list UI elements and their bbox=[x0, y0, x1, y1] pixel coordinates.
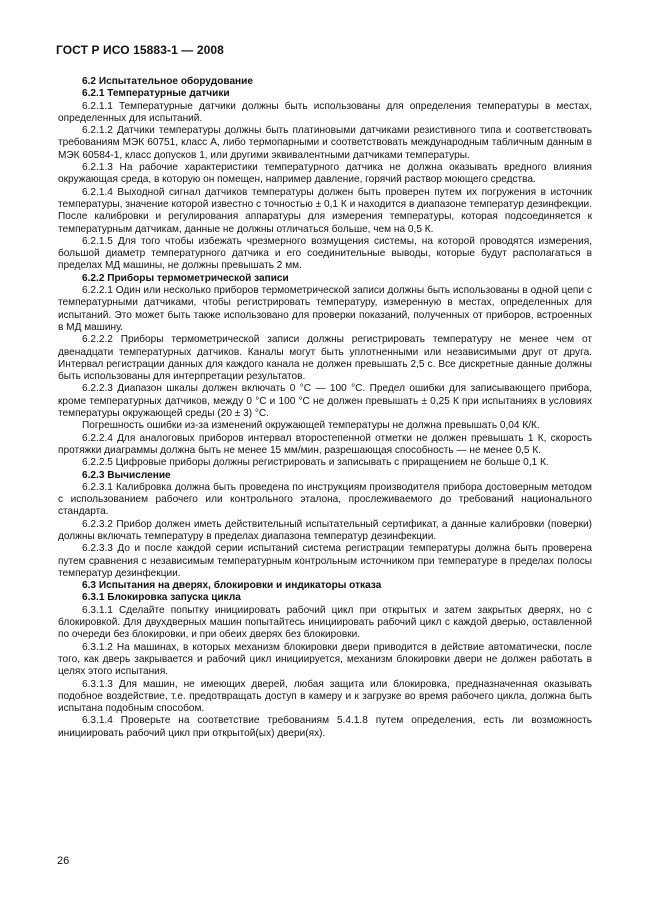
paragraph: 6.3.1.2 На машинах, в которых механизм блокировки двери приводится в действие автоматически, после того, как дверь закрывается и рабочий цикл инициируется, механизм блокировки двери не должен работать в целях этого испытания. bbox=[58, 641, 592, 678]
paragraph: 6.2.2.1 Один или несколько приборов термометрической записи должны быть использованы в одной цепи с температурными датчиками, чтобы регистрировать температуру, измеренную в местах, определенных для испытаний. Это может быть также использовано для проверки показаний, полученных от приборов, встроенных в МД машину. bbox=[58, 285, 592, 333]
paragraph: 6.3.1.3 Для машин, не имеющих дверей, любая защита или блокировка, предназначенная оказывать подобное воздействие, т.е. предотвращать доступ в камеру и к загрузке во время рабочего цикла, должна быть испытана подобным способом. bbox=[58, 678, 592, 715]
section-heading: 6.2 Испытательное оборудование bbox=[82, 76, 253, 87]
document-body bbox=[58, 76, 592, 740]
subsection-heading: 6.3.1 Блокировка запуска цикла bbox=[82, 592, 241, 604]
paragraph: 6.2.1.3 На рабочие характеристики температурного датчика не должна оказывать вредного влияния окружающая среда, в которую он помещен, например давление, горячий раствор моющего средства. bbox=[58, 162, 592, 186]
paragraph: 6.2.3.1 Калибровка должна быть проведена по инструкциям производителя прибора достоверным методом с использованием рабочего или контрольного эталона, прослеживаемого до требований национального стандарта. bbox=[58, 481, 592, 518]
paragraph: 6.2.3.2 Прибор должен иметь действительный испытательный сертификат, а данные калибровки (поверки) должны включать температуру в пределах диапазона температур дезинфекции. bbox=[58, 518, 592, 542]
paragraph: 6.2.1.5 Для того чтобы избежать чрезмерного возмущения системы, на которой проводятся измерения, большой диаметр температурного датчика и его соединительные выводы, которые будут располагаться в пределах МД машины, не должны превышать 2 мм. bbox=[58, 235, 592, 272]
subsection-heading: 6.2.3 Вычисление bbox=[82, 469, 171, 481]
paragraph: 6.2.3.3 До и после каждой серии испытаний система регистрации температуры должна быть проверена путем сравнения с независимым температурным контрольным источником при температуре в пределах полосы температур дезинфекции. bbox=[58, 543, 592, 579]
subsection-heading: 6.2.2 Приборы термометрической записи bbox=[82, 272, 289, 284]
paragraph: 6.2.2.4 Для аналоговых приборов интервал второстепенной отметки не должен превышать 1 К, скорость протяжки диаграммы должна быть не менее 15 мм/мин, разрешающая способность — не менее 0,5 К. bbox=[58, 432, 592, 456]
paragraph: Погрешность ошибки из-за изменений окружающей температуры не должна превышать 0,04 К/К. bbox=[82, 420, 540, 432]
paragraph: 6.2.2.3 Диапазон шкалы должен включать 0 °С — 100 °С. Предел ошибки для записывающего прибора, кроме температурных датчиков, между 0 °С и 100 °С не должен превышать ± 0,25 К при испытаниях в условиях температуры окружающей среды (20 ± 3) °С. bbox=[58, 383, 592, 420]
subsection-heading: 6.2.1 Температурные датчики bbox=[82, 88, 230, 100]
paragraph: 6.2.2.5 Цифровые приборы должны регистрировать и записывать с приращением не больше 0,1 К. bbox=[82, 457, 549, 469]
section-heading: 6.3 Испытания на дверях, блокировки и индикаторы отказа bbox=[82, 580, 382, 592]
paragraph: 6.3.1.4 Проверьте на соответствие требованиям 5.4.1.8 путем определения, есть ли возможность инициировать рабочий цикл при открытой(ых) двери(ях). bbox=[58, 715, 592, 739]
paragraph: 6.2.2.2 Приборы термометрической записи должны регистрировать температуру не менее чем от двенадцати температурных датчиков. Каналы могут быть уплотненными или независимыми друг от друга. Интервал регистрации данных для каждого канала не должен превышать 2,5 с. Все дискретные данные должны быть использованы для интерпретации результатов. bbox=[58, 334, 592, 383]
document-header: ГОСТ Р ИСО 15883-1 — 2008 bbox=[56, 43, 224, 57]
page-number: 26 bbox=[57, 855, 70, 867]
paragraph: 6.3.1.1 Сделайте попытку инициировать рабочий цикл при открытых и затем закрытых дверях, но с блокировкой. Для двухдверных машин попытайтесь инициировать рабочий цикл с каждой дверью, оставленной по очереди без блокировки, и при обеих дверях без блокировки. bbox=[58, 604, 592, 641]
paragraph: 6.2.1.1 Температурные датчики должны быть использованы для определения температуры в местах, определенных для испытаний. bbox=[58, 100, 592, 124]
paragraph: 6.2.1.2 Датчики температуры должны быть платиновыми датчиками резистивного типа и соответствовать требованиям МЭК 60751, класс А, либо термопарными и соответствовать международным табличным данным в МЭК 60584-1, класс допусков 1, или другими эквивалентными датчиками температуры. bbox=[58, 125, 592, 161]
paragraph: 6.2.1.4 Выходной сигнал датчиков температуры должен быть проверен путем их погружения в источник температуры, значение которой известно с точностью ± 0,1 К и находится в диапазоне температур дезинфекции. После калибровки и регулирования аппаратуры для измерения температуры, которая подсоединяется к температурным датчикам, данные не должны отличаться больше, чем на 0,5 К. bbox=[58, 186, 592, 235]
